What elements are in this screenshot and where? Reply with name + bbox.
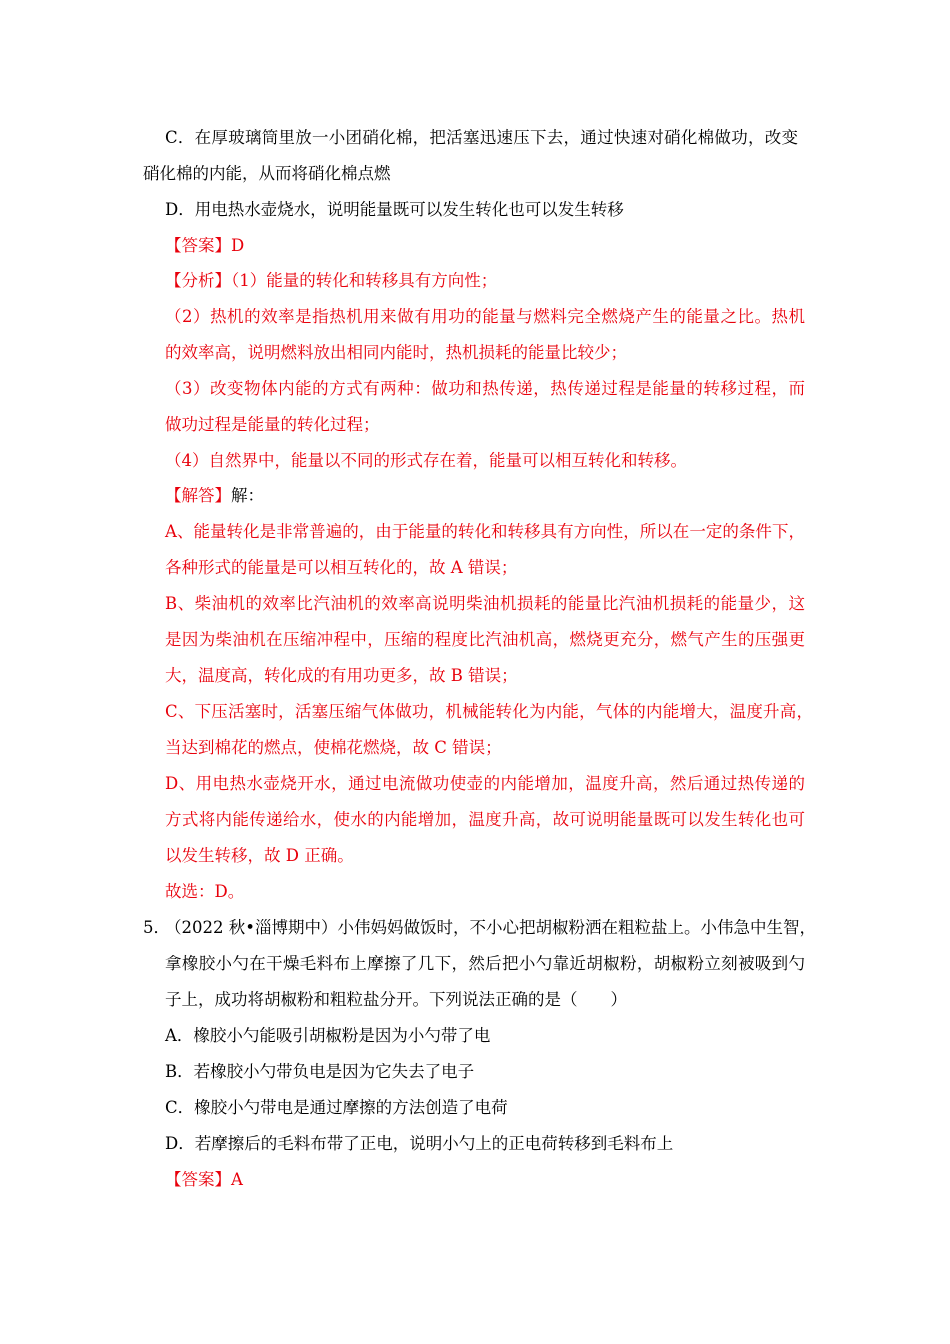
answer-value: D <box>231 236 245 255</box>
q4-option-c-line1: C．在厚玻璃筒里放一小团硝化棉，把活塞迅速压下去，通过快速对硝化棉做功，改变 <box>165 128 798 147</box>
solution-line: 是因为柴油机在压缩冲程中，压缩的程度比汽油机高，燃烧更充分，燃气产生的压强更 <box>165 630 805 649</box>
answer-tag: 【答案】 <box>165 236 231 255</box>
q5-option-a: A．橡胶小勺能吸引胡椒粉是因为小勺带了电 <box>165 1026 491 1045</box>
analysis-line: （4）自然界中，能量以不同的形式存在着，能量可以相互转化和转移。 <box>165 451 687 470</box>
q5-stem-line: 子上，成功将胡椒粉和粗粒盐分开。下列说法正确的是（ ） <box>165 990 627 1009</box>
solution-line: 当达到棉花的燃点，使棉花燃烧，故 C 错误； <box>165 738 502 757</box>
q4-analysis-heading <box>165 270 497 292</box>
solution-line: C、下压活塞时，活塞压缩气体做功，机械能转化为内能，气体的内能增大，温度升高， <box>165 702 813 721</box>
solution-line: 各种形式的能量是可以相互转化的，故 A 错误； <box>165 558 518 577</box>
solution-line: A、能量转化是非常普遍的，由于能量的转化和转移具有方向性，所以在一定的条件下， <box>165 522 805 541</box>
q4-option-c-line2: 硝化棉的内能，从而将硝化棉点燃 <box>143 164 391 183</box>
q4-option-d: D．用电热水壶烧水，说明能量既可以发生转化也可以发生转移 <box>165 200 624 219</box>
solution-intro: 解： <box>231 486 264 505</box>
q5-stem-line: 拿橡胶小勺在干燥毛料布上摩擦了几下，然后把小勺靠近胡椒粉，胡椒粉立刻被吸到勺 <box>165 954 805 973</box>
solution-line: 以发生转移，故 D 正确。 <box>165 846 354 865</box>
answer-value: A <box>231 1170 243 1189</box>
solution-line: D、用电热水壶烧开水，通过电流做功使壶的内能增加，温度升高，然后通过热传递的 <box>165 774 805 793</box>
answer-tag: 【答案】 <box>165 1170 231 1189</box>
q4-answer <box>165 235 244 257</box>
q5-number: 5． <box>143 918 170 937</box>
q5-option-d: D．若摩擦后的毛料布带了正电，说明小勺上的正电荷转移到毛料布上 <box>165 1134 674 1153</box>
q5-option-b: B．若橡胶小勺带负电是因为它失去了电子 <box>165 1062 475 1081</box>
q5-stem-line: （2022 秋•淄博期中）小伟妈妈做饭时，不小心把胡椒粉洒在粗粒盐上。小伟急中生智， <box>165 918 816 937</box>
solution-line: 方式将内能传递给水，使水的内能增加，温度升高，故可说明能量既可以发生转化也可 <box>165 810 805 829</box>
analysis-line: （3）改变物体内能的方式有两种：做功和热传递，热传递过程是能量的转移过程，而 <box>165 379 805 398</box>
analysis-line: 的效率高，说明燃料放出相同内能时，热机损耗的能量比较少； <box>165 343 627 362</box>
solution-line: 大，温度高，转化成的有用功更多，故 B 错误； <box>165 666 518 685</box>
analysis-line: （2）热机的效率是指热机用来做有用功的能量与燃料完全燃烧产生的能量之比。热机 <box>165 307 805 326</box>
analysis-tag: 【分析】 <box>165 271 231 290</box>
analysis-line: 做功过程是能量的转化过程； <box>165 415 380 434</box>
solution-line: 故选：D。 <box>165 882 245 901</box>
analysis-line: （1）能量的转化和转移具有方向性； <box>231 271 498 290</box>
q5-answer <box>165 1169 243 1191</box>
q5-option-c: C．橡胶小勺带电是通过摩擦的方法创造了电荷 <box>165 1098 508 1117</box>
solution-tag: 【解答】 <box>165 486 231 505</box>
q4-solution-heading <box>165 485 264 507</box>
solution-line: B、柴油机的效率比汽油机的效率高说明柴油机损耗的能量比汽油机损耗的能量少，这 <box>165 594 805 613</box>
